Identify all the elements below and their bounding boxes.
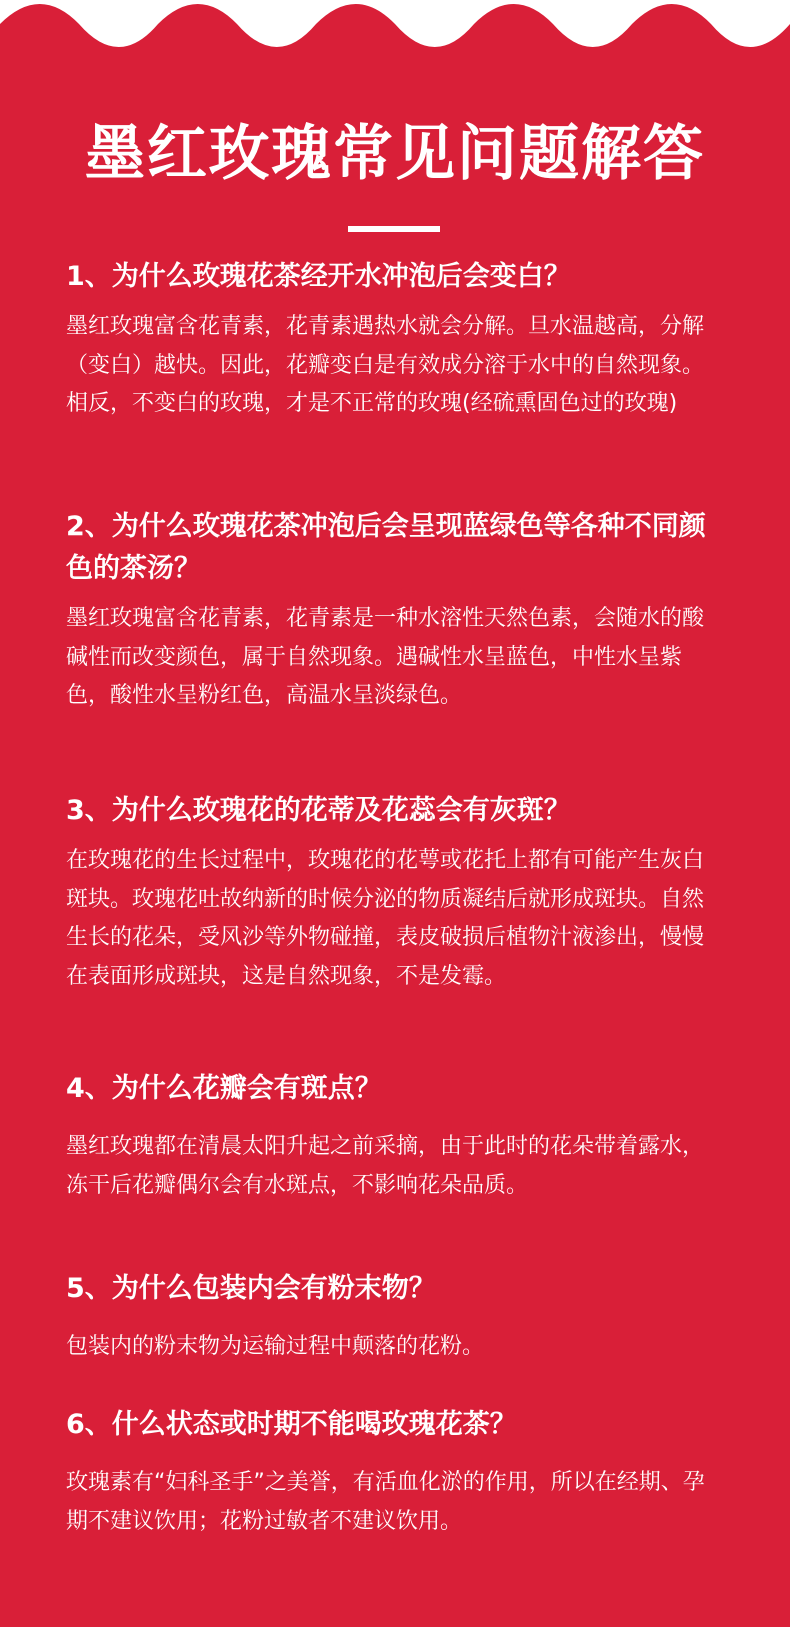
faq-item-2 xyxy=(66,506,716,716)
faq-answer-4: 墨红玫瑰都在清晨太阳升起之前采摘，由于此时的花朵带着露水，冻干后花瓣偶尔会有水斑点，不影响花朵品质。 xyxy=(66,1134,705,1198)
faq-answer-2: 墨红玫瑰富含花青素，花青素是一种水溶性天然色素，会随水的酸碱性而改变颜色，属于自然现象。遇碱性水呈蓝色，中性水呈紫色，酸性水呈粉红色，高温水呈淡绿色。 xyxy=(66,606,705,708)
faq-question-1: 1、为什么玫瑰花茶经开水冲泡后会变白？ xyxy=(66,261,571,292)
faq-item-1 xyxy=(66,256,716,424)
faq-answer-3: 在玫瑰花的生长过程中，玫瑰花的花萼或花托上都有可能产生灰白斑块。玫瑰花吐故纳新的时候分泌的物质凝结后就形成斑块。自然生长的花朵，受风沙等外物碰撞，表皮破损后植物汁液渗出，慢慢在表面形成斑块，这是自然现象，不是发霉。 xyxy=(66,848,705,989)
faq-question-4: 4、为什么花瓣会有斑点？ xyxy=(66,1073,382,1104)
faq-answer-6: 玫瑰素有“妇科圣手”之美誉，有活血化淤的作用，所以在经期、孕期不建议饮用；花粉过敏者不建议饮用。 xyxy=(66,1470,705,1534)
faq-item-3 xyxy=(66,790,716,996)
faq-question-5: 5、为什么包装内会有粉末物？ xyxy=(66,1273,436,1304)
faq-question-3: 3、为什么玫瑰花的花蒂及花蕊会有灰斑？ xyxy=(66,795,571,826)
faq-item-6 xyxy=(66,1404,716,1541)
title-underline xyxy=(348,226,440,232)
faq-question-6: 6、什么状态或时期不能喝玫瑰花茶？ xyxy=(66,1409,517,1440)
faq-question-2: 2、为什么玫瑰花茶冲泡后会呈现蓝绿色等各种不同颜色的茶汤？ xyxy=(66,511,706,584)
faq-item-5 xyxy=(66,1268,716,1367)
page-title: 墨红玫瑰常见问题解答 xyxy=(85,119,705,189)
faq-answer-1: 墨红玫瑰富含花青素，花青素遇热水就会分解。旦水温越高，分解（变白）越快。因此，花瓣变白是有效成分溶于水中的自然现象。相反，不变白的玫瑰，才是不正常的玫瑰(经硫熏固色过的玫瑰) xyxy=(66,314,705,416)
scalloped-top-border xyxy=(0,0,790,60)
faq-answer-5: 包装内的粉末物为运输过程中颠落的花粉。 xyxy=(66,1334,485,1359)
faq-item-4 xyxy=(66,1068,716,1205)
